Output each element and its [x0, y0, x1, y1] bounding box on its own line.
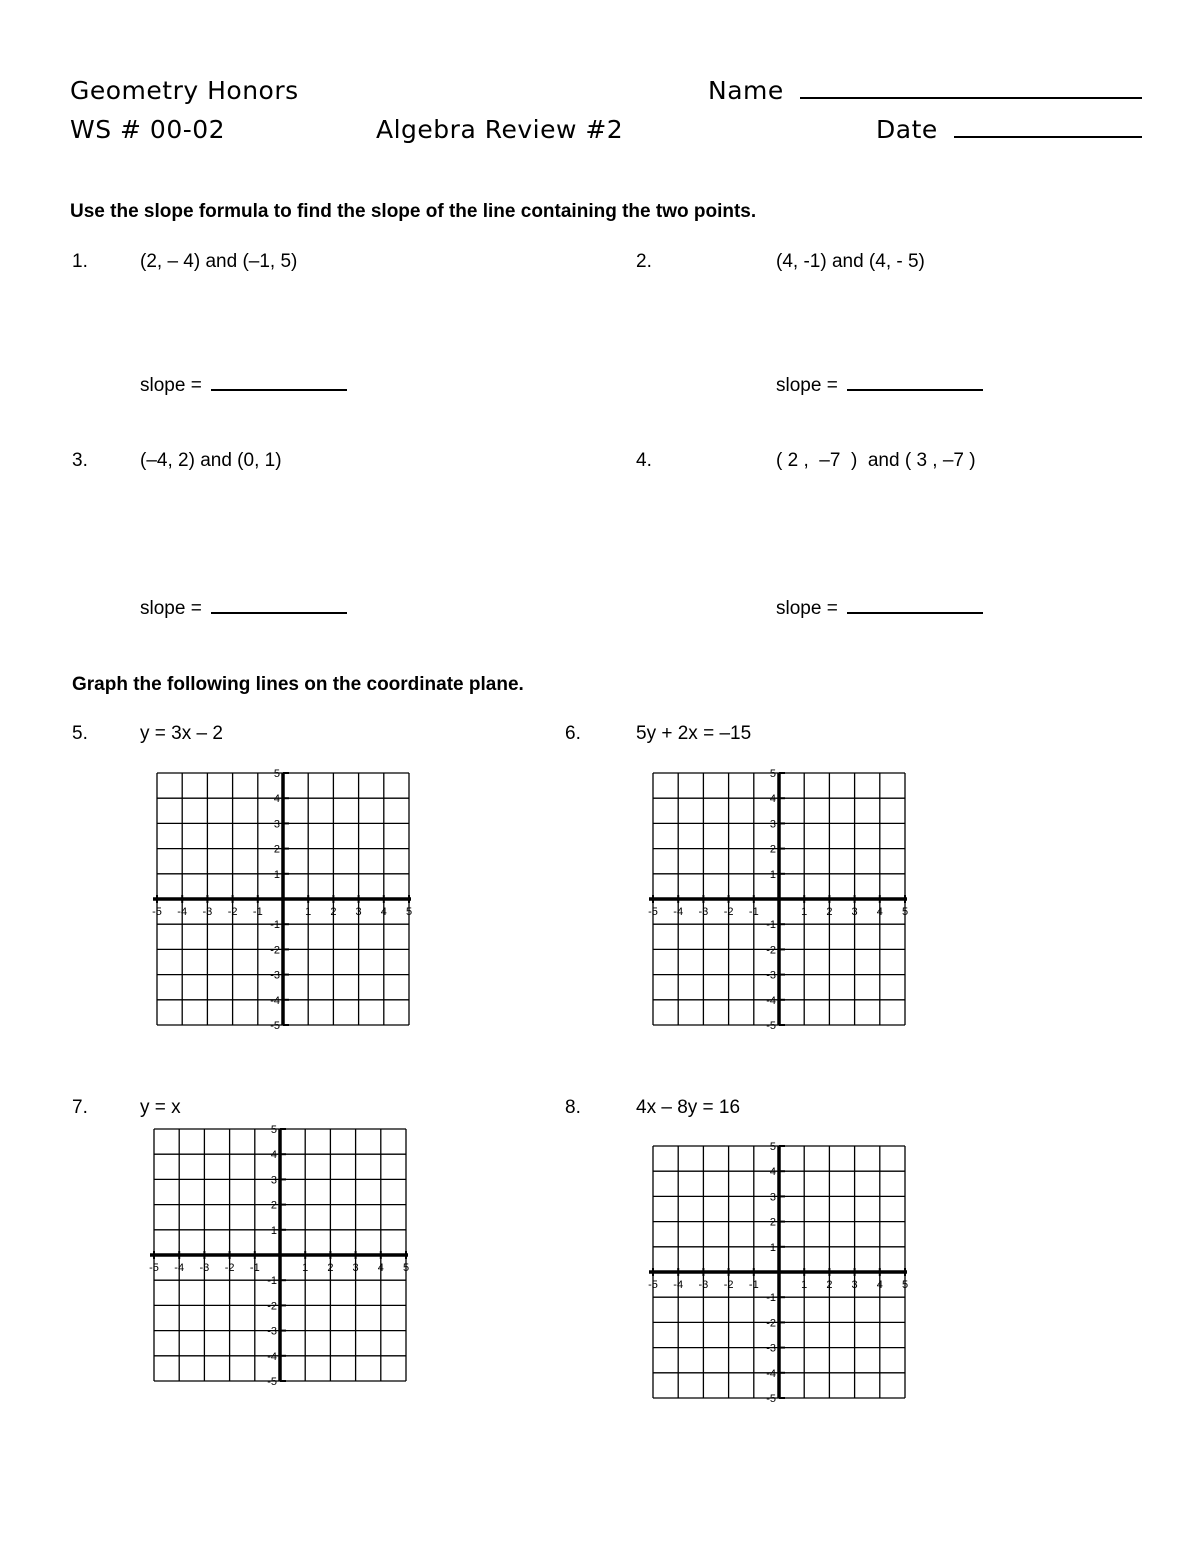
y-tick-label: -1 — [766, 1292, 776, 1305]
y-tick-label: -4 — [270, 994, 280, 1007]
slope-answer[interactable] — [140, 598, 347, 620]
x-tick-label: 2 — [327, 1262, 334, 1274]
x-tick-label: -1 — [249, 1262, 260, 1274]
y-tick-label: 2 — [270, 1199, 277, 1212]
y-tick-label: 1 — [273, 868, 280, 881]
x-tick-label: -2 — [227, 906, 238, 918]
problem-equation: 4x – 8y = 16 — [636, 1097, 741, 1118]
name-field[interactable] — [708, 76, 1142, 105]
x-tick-label: -5 — [152, 906, 162, 918]
x-tick-label: -4 — [174, 1262, 185, 1274]
y-tick-label: 2 — [769, 1216, 776, 1229]
y-tick-label: 4 — [769, 1166, 776, 1179]
y-tick-label: 4 — [273, 793, 280, 806]
y-tick-label: -3 — [267, 1325, 277, 1338]
x-tick-label: -4 — [673, 1279, 684, 1291]
slope-label: slope = — [776, 598, 838, 619]
problem-equation: 5y + 2x = –15 — [636, 723, 752, 744]
problem-number: 7. — [72, 1097, 88, 1118]
x-tick-label: -2 — [224, 1262, 235, 1274]
x-tick-label: 4 — [377, 1262, 384, 1274]
coordinate-grid[interactable] — [648, 768, 909, 1032]
x-tick-label: 4 — [380, 906, 387, 918]
problem-number: 5. — [72, 723, 88, 744]
y-tick-label: -1 — [267, 1275, 277, 1288]
x-tick-label: 5 — [405, 906, 413, 918]
y-tick-label: 5 — [769, 1141, 776, 1153]
y-tick-label: 5 — [273, 768, 280, 780]
graph-instruction: Graph the following lines on the coordinate plane. — [72, 674, 524, 695]
slope-label: slope = — [140, 375, 202, 396]
problem-equation: y = 3x – 2 — [140, 723, 223, 744]
date-blank[interactable] — [954, 136, 1142, 138]
x-tick-label: 3 — [851, 1279, 858, 1291]
problem-number: 8. — [565, 1097, 581, 1118]
problem-number: 2. — [636, 251, 652, 272]
x-tick-label: -1 — [748, 906, 759, 918]
slope-label: slope = — [776, 375, 838, 396]
worksheet-number: WS # 00-02 — [70, 115, 226, 144]
x-tick-label: 5 — [402, 1262, 410, 1274]
x-tick-label: -3 — [698, 906, 709, 918]
x-tick-label: 1 — [801, 1279, 808, 1291]
x-tick-label: -2 — [723, 1279, 734, 1291]
worksheet-title: Algebra Review #2 — [376, 115, 624, 144]
y-tick-label: -3 — [766, 969, 776, 982]
x-tick-label: 2 — [826, 1279, 833, 1291]
y-tick-label: 4 — [270, 1149, 277, 1162]
x-tick-label: 1 — [302, 1262, 309, 1274]
y-tick-label: 1 — [769, 868, 776, 881]
slope-answer[interactable] — [776, 375, 983, 397]
x-tick-label: -1 — [748, 1279, 759, 1291]
x-tick-label: -1 — [252, 906, 263, 918]
x-tick-label: 5 — [901, 1279, 909, 1291]
y-tick-label: 1 — [270, 1224, 277, 1237]
date-field[interactable] — [876, 115, 1142, 144]
y-tick-label: 3 — [270, 1174, 277, 1187]
coordinate-grid[interactable] — [149, 1124, 410, 1388]
problem-equation: y = x — [140, 1097, 181, 1118]
y-tick-label: -2 — [270, 944, 280, 957]
name-label: Name — [708, 76, 784, 105]
x-tick-label: 2 — [330, 906, 337, 918]
y-tick-label: -3 — [766, 1342, 776, 1355]
x-tick-label: -4 — [177, 906, 188, 918]
y-tick-label: 5 — [769, 768, 776, 780]
y-tick-label: -4 — [267, 1350, 277, 1363]
y-tick-label: -4 — [766, 1367, 776, 1380]
slope-answer[interactable] — [140, 375, 347, 397]
coordinate-grid[interactable] — [152, 768, 413, 1032]
problem-points: (2, – 4) and (–1, 5) — [140, 251, 298, 272]
y-tick-label: 3 — [769, 818, 776, 831]
y-tick-label: -5 — [766, 1393, 776, 1405]
slope-blank[interactable] — [211, 612, 347, 614]
y-tick-label: 3 — [769, 1191, 776, 1204]
y-tick-label: -2 — [267, 1300, 277, 1313]
slope-answer[interactable] — [776, 598, 983, 620]
problem-points: (–4, 2) and (0, 1) — [140, 450, 282, 471]
y-tick-label: 2 — [769, 843, 776, 856]
y-tick-label: -4 — [766, 994, 776, 1007]
x-tick-label: -3 — [199, 1262, 210, 1274]
x-tick-label: 3 — [355, 906, 362, 918]
x-tick-label: -3 — [202, 906, 213, 918]
x-tick-label: -4 — [673, 906, 684, 918]
slope-blank[interactable] — [847, 389, 983, 391]
x-tick-label: 3 — [851, 906, 858, 918]
slope-instruction: Use the slope formula to find the slope of the line containing the two points. — [70, 201, 757, 222]
problem-points: (4, -1) and (4, - 5) — [776, 251, 925, 272]
x-tick-label: 4 — [876, 1279, 883, 1291]
slope-blank[interactable] — [847, 612, 983, 614]
x-tick-label: 1 — [305, 906, 312, 918]
x-tick-label: -3 — [698, 1279, 709, 1291]
y-tick-label: 5 — [270, 1124, 277, 1136]
problem-points: ( 2 , –7 ) and ( 3 , –7 ) — [776, 450, 976, 471]
course-title: Geometry Honors — [70, 76, 299, 105]
slope-label: slope = — [140, 598, 202, 619]
problem-number: 1. — [72, 251, 88, 272]
y-tick-label: 4 — [769, 793, 776, 806]
slope-blank[interactable] — [211, 389, 347, 391]
y-tick-label: 1 — [769, 1241, 776, 1254]
coordinate-grid[interactable] — [648, 1141, 909, 1405]
x-tick-label: -2 — [723, 906, 734, 918]
y-tick-label: -5 — [270, 1020, 280, 1032]
y-tick-label: -1 — [270, 919, 280, 932]
problem-number: 3. — [72, 450, 88, 471]
x-tick-label: 4 — [876, 906, 883, 918]
y-tick-label: -1 — [766, 919, 776, 932]
problem-number: 4. — [636, 450, 652, 471]
y-tick-label: -5 — [267, 1376, 277, 1388]
x-tick-label: 1 — [801, 906, 808, 918]
y-tick-label: 3 — [273, 818, 280, 831]
y-tick-label: 2 — [273, 843, 280, 856]
x-tick-label: 2 — [826, 906, 833, 918]
x-tick-label: 3 — [352, 1262, 359, 1274]
name-blank[interactable] — [800, 97, 1142, 99]
y-tick-label: -5 — [766, 1020, 776, 1032]
problem-number: 6. — [565, 723, 581, 744]
x-tick-label: -5 — [648, 1279, 658, 1291]
y-tick-label: -2 — [766, 944, 776, 957]
y-tick-label: -2 — [766, 1317, 776, 1330]
x-tick-label: 5 — [901, 906, 909, 918]
x-tick-label: -5 — [149, 1262, 159, 1274]
date-label: Date — [876, 115, 938, 144]
y-tick-label: -3 — [270, 969, 280, 982]
x-tick-label: -5 — [648, 906, 658, 918]
